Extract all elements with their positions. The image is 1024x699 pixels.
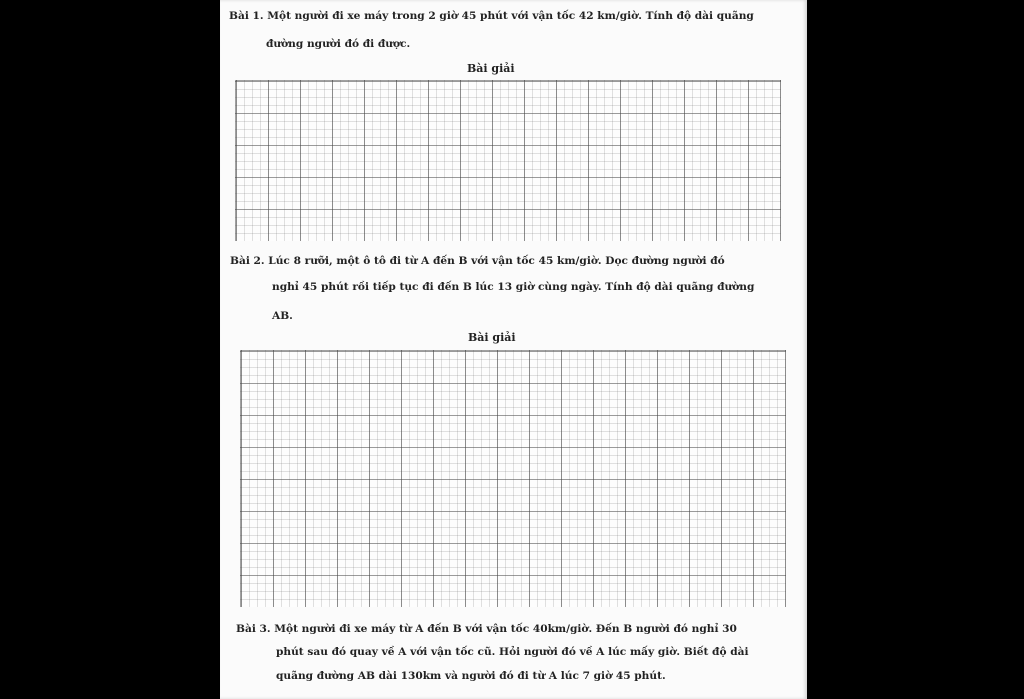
bai2-answer-grid[interactable]	[240, 350, 786, 607]
bai2-line1: Bài 2. Lúc 8 rưỡi, một ô tô đi từ A đến B với vận tốc 45 km/giờ. Dọc đường người đó	[230, 255, 725, 267]
bai1-solution-label: Bài giải	[467, 62, 515, 75]
bai3-line1: Bài 3. Một người đi xe máy từ A đến B với vận tốc 40km/giờ. Đến B người đó nghỉ 30	[236, 623, 737, 635]
bai1-line1: Bài 1. Một người đi xe máy trong 2 giờ 45 phút với vận tốc 42 km/giờ. Tính độ dài quãng	[229, 10, 754, 22]
bai1-line2: đường người đó đi được.	[266, 38, 411, 50]
bai2-line2: nghỉ 45 phút rồi tiếp tục đi đến B lúc 13 giờ cùng ngày. Tính độ dài quãng đường	[272, 281, 755, 293]
bai3-line3: quãng đường AB dài 130km và người đó đi từ A lúc 7 giờ 45 phút.	[276, 670, 666, 682]
bai3-line2: phút sau đó quay về A với vận tốc cũ. Hỏi người đó về A lúc mấy giờ. Biết độ dài	[276, 646, 749, 658]
worksheet-page	[220, 0, 807, 699]
bai1-answer-grid[interactable]	[235, 80, 781, 241]
bai2-line3: AB.	[272, 310, 293, 322]
bai2-solution-label: Bài giải	[468, 331, 516, 344]
